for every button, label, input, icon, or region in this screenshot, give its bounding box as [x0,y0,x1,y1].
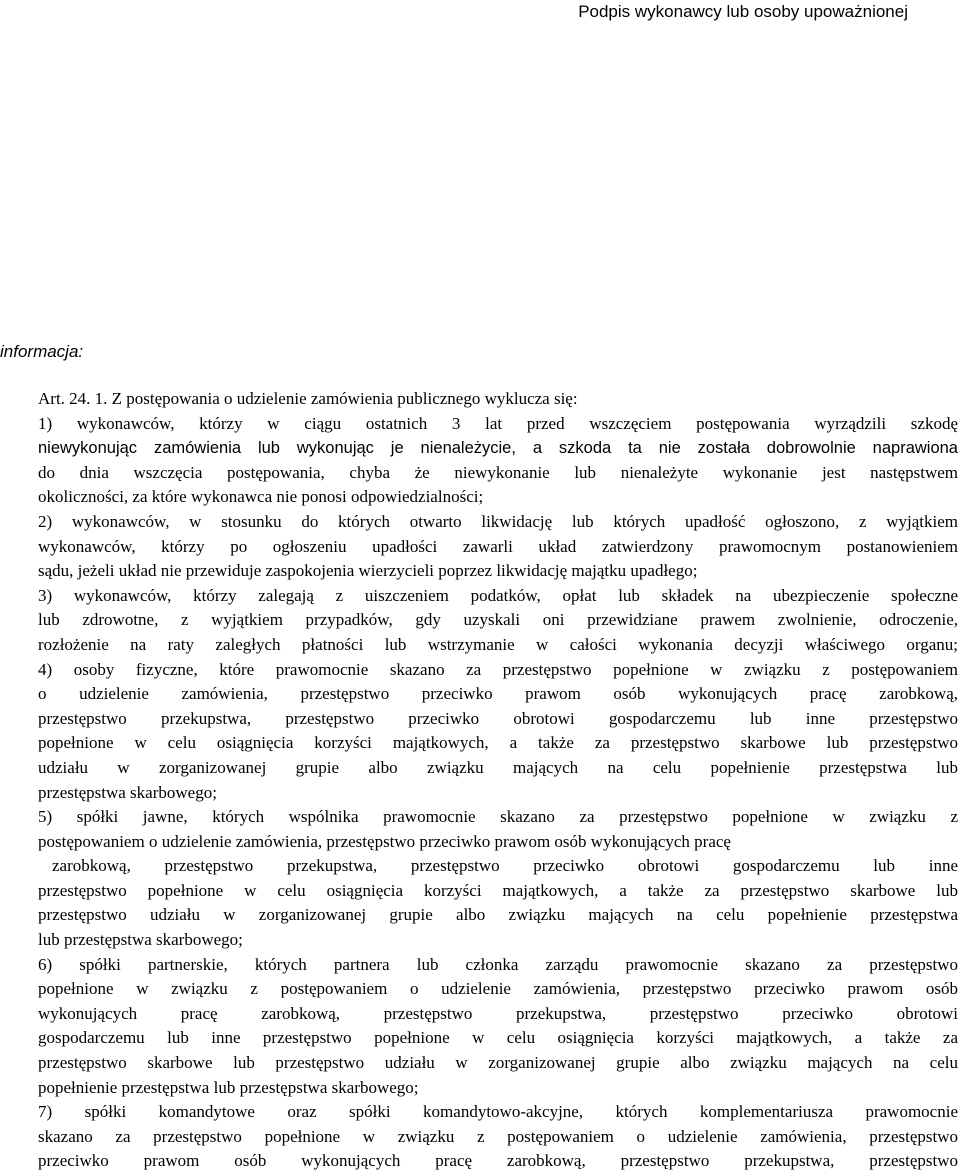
article-line: przestępstwo udziału w zorganizowanej grupie albo związku mających na celu popełnienie przestępstwa [38,905,958,925]
article-line: lub zdrowotne, z wyjątkiem przypadków, gdy uzyskali oni przewidziane prawem zwolnienie, odroczenie, [38,610,958,630]
article-line: gospodarczemu lub inne przestępstwo popełnione w celu osiągnięcia korzyści majątkowych, a także za [38,1028,958,1048]
article-line: okoliczności, za które wykonawca nie ponosi odpowiedzialności; [38,487,484,507]
article-heading: Art. 24. 1. Z postępowania o udzielenie zamówienia publicznego wyklucza się: [38,389,578,408]
article-line: skazano za przestępstwo popełnione w związku z postępowaniem o udzielenie zamówienia, przestępstwo [38,1126,958,1146]
article-line: popełnienie przestępstwa lub przestępstwa skarbowego; [38,1077,419,1097]
article-line: popełnione w celu osiągnięcia korzyści majątkowych, a także za przestępstwo skarbowe lub przestępstwo [38,733,958,753]
article-line: zarobkową, przestępstwo przekupstwa, przestępstwo przeciwko obrotowi gospodarczemu lub inne [52,856,958,876]
article-line: przeciwko prawom osób wykonujących pracę zarobkową, przestępstwo przekupstwa, przestępstwo [38,1151,958,1171]
signature-label: Podpis wykonawcy lub osoby upoważnionej [578,2,908,21]
info-label: informacja: [0,342,84,361]
article-line: 3) wykonawców, którzy zalegają z uiszczeniem podatków, opłat lub składek na ubezpieczenie społeczne [38,585,958,605]
article-line: wykonawców, którzy po ogłoszeniu upadłości zawarli układ zatwierdzony prawomocnym postanowieniem [38,536,958,556]
article-line: 2) wykonawców, w stosunku do których otwarto likwidację lub których upadłość ogłoszono, z wyjątkiem [38,511,958,531]
article-24-text [38,387,958,1174]
article-line: do dnia wszczęcia postępowania, chyba że niewykonanie lub nienależyte wykonanie jest następstwem [38,462,958,482]
article-line: 5) spółki jawne, których wspólnika prawomocnie skazano za przestępstwo popełnione w związku z [38,807,958,827]
article-line: 4) osoby fizyczne, które prawomocnie skazano za przestępstwo popełnione w związku z postępowaniem [38,659,958,679]
article-line: udziału w zorganizowanej grupie albo związku mających na celu popełnienie przestępstwa lub [38,757,958,777]
article-line: o udzielenie zamówienia, przestępstwo przeciwko prawom osób wykonujących pracę zarobkową, [38,684,958,704]
article-line: wykonujących pracę zarobkową, przestępstwo przekupstwa, przestępstwo przeciwko obrotowi [38,1003,958,1023]
article-line: lub przestępstwa skarbowego; [38,930,243,950]
article-line: 7) spółki komandytowe oraz spółki komandytowo-akcyjne, których komplementariusza prawomocnie [38,1102,958,1122]
article-line: postępowaniem o udzielenie zamówienia, przestępstwo przeciwko prawom osób wykonujących pracę [38,831,731,851]
article-line: przestępstwa skarbowego; [38,782,217,802]
article-line: niewykonując zamówienia lub wykonując je nienależycie, a szkoda ta nie została dobrowolnie naprawiona [38,439,958,458]
article-line: 1) wykonawców, którzy w ciągu ostatnich 3 lat przed wszczęciem postępowania wyrządzili szkodę [38,413,958,433]
article-line: rozłożenie na raty zaległych płatności lub wstrzymanie w całości wykonania decyzji właściwego organu; [38,634,958,654]
article-line: sądu, jeżeli układ nie przewiduje zaspokojenia wierzycieli poprzez likwidację majątku upadłego; [38,561,698,581]
article-line: przestępstwo skarbowe lub przestępstwo udziału w zorganizowanej grupie albo związku mających na celu [38,1053,958,1073]
article-line: popełnione w związku z postępowaniem o udzielenie zamówienia, przestępstwo przeciwko prawom osób [38,979,958,999]
article-line: 6) spółki partnerskie, których partnera lub członka zarządu prawomocnie skazano za przestępstwo [38,954,958,974]
article-line: przestępstwo popełnione w celu osiągnięcia korzyści majątkowych, a także za przestępstwo skarbowe lub [38,880,958,900]
article-line: przestępstwo przekupstwa, przestępstwo przeciwko obrotowi gospodarczemu lub inne przestępstwo [38,708,958,728]
